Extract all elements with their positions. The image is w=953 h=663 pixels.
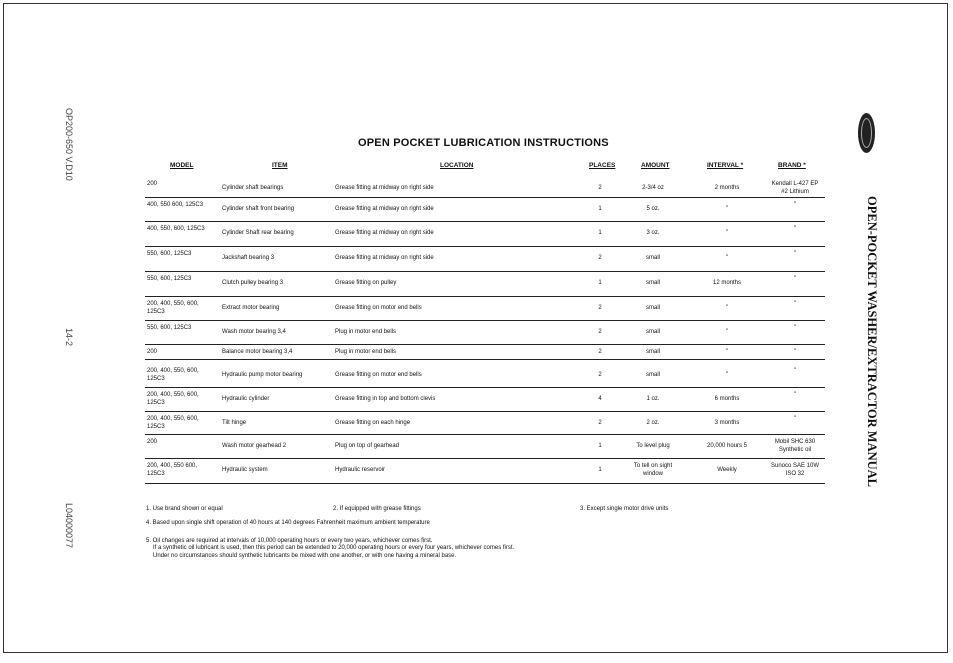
table-row [145,248,825,272]
table-row [145,346,825,360]
cell-item: Wash motor bearing 3,4 [222,329,286,335]
cell-places: 1 [598,230,602,236]
doc-code: OP200-650 V.D10 [64,108,74,181]
cell-brand: Sunoco SAE 10W ISO 32 [770,463,820,477]
cell-item: Extract motor bearing [222,305,280,311]
cell-places: 2 [598,329,602,335]
cell-brand: " [793,416,797,422]
table-row [145,413,825,435]
cell-location: Grease fitting on each hinge [335,420,411,426]
cell-item: Hydraulic system [222,467,268,473]
cell-location: Plug in motor end bells [335,349,397,355]
cell-location: Plug on top of gearhead [335,443,400,449]
table-row [145,273,825,297]
cell-item: Hydraulic pump motor bearing [222,372,303,378]
cell-brand: " [793,325,797,331]
cell-item: Cylinder Shaft rear bearing [222,230,294,236]
cell-location: Grease fitting at midway on right side [335,185,434,191]
cell-model: 200 [147,349,158,355]
cell-amount: small [645,305,660,311]
cell-amount: 2-3/4 oz [642,185,664,191]
cell-model: 550, 600, 125C3 [147,325,192,331]
table-row [145,460,825,484]
cell-interval: 20,000 hours 5 [706,443,748,449]
cell-places: 1 [598,443,602,449]
cell-brand: Kendall L-427 EP #2 Lithium [771,181,819,195]
header-places: PLACES [589,162,616,169]
cell-item: Balance motor bearing 3,4 [222,349,293,355]
table-row [145,436,825,459]
cell-location: Hydraulic reservoir [335,467,386,473]
cell-location: Grease fitting on motor end bells [335,305,422,311]
manual-title: OPEN-POCKET WASHER/EXTRACTOR MANUAL [865,196,879,488]
header-model: MODEL [170,162,194,169]
table-row [145,178,825,198]
cell-amount: small [645,255,660,261]
footnote-4: 4. Based upon single shift operation of 40 hours at 140 degrees Fahrenheit maximum ambient temperature [146,520,430,526]
table-row [145,365,825,388]
cell-model: 400, 550, 600, 125C3 [147,226,205,232]
cell-places: 2 [598,349,602,355]
cell-amount: small [645,280,660,286]
cell-places: 2 [598,305,602,311]
header-location: LOCATION [440,162,474,169]
page-number: 14-2 [64,328,74,347]
footnote-5-warning: Under no circumstances should synthetic lubricants be mixed with one another, or with one having a mineral base. [153,553,457,559]
cell-interval: " [725,329,729,335]
cell-places: 4 [598,396,602,402]
cell-model: 200 [147,439,158,445]
cell-model: 550, 600, 125C3 [147,251,192,257]
cell-location: Grease fitting at midway on right side [335,230,434,236]
cell-item: Clutch pulley bearing 3 [222,280,284,286]
cell-item: Jackshaft bearing 3 [222,255,275,261]
footnote-5: 5. Oil changes are required at intervals of 10,000 operating hours or every two years, whichever comes first. [146,538,433,544]
cell-location: Grease fitting at midway on right side [335,206,434,212]
header-brand: BRAND * [778,162,806,169]
cell-places: 2 [598,185,602,191]
cell-brand: " [793,251,797,257]
cell-interval: 6 months [714,396,740,402]
cell-amount: small [645,329,660,335]
page-title: OPEN POCKET LUBRICATION INSTRUCTIONS [358,137,609,149]
cell-model: 200, 400, 550, 600, 125C3 [147,416,199,430]
cell-places: 1 [598,206,602,212]
cell-model: 200 [147,181,158,187]
header-amount: AMOUNT [641,162,670,169]
cell-interval: " [725,349,729,355]
footnote-2: 2. If equipped with grease fittings [333,506,421,512]
footnote-3: 3. Except single motor drive units [580,506,669,512]
cell-interval: 2 months [714,185,740,191]
cell-interval: 3 months [714,420,740,426]
cell-places: 1 [598,280,602,286]
cell-brand: " [793,392,797,398]
cell-interval: " [725,230,729,236]
cell-brand: " [793,349,797,355]
cell-model: 550, 600, 125C3 [147,276,192,282]
cell-brand: " [793,202,797,208]
cell-places: 2 [598,420,602,426]
cell-brand: " [793,368,797,374]
doc-number: L04000077 [64,503,74,549]
cell-model: 200, 400, 550 600, 125C3 [147,463,198,477]
cell-interval: Weekly [717,467,737,473]
table-row [145,298,825,321]
cell-model: 200, 400, 550, 600, 125C3 [147,301,199,315]
cell-interval: " [725,372,729,378]
cell-brand: " [793,226,797,232]
cell-brand: " [793,301,797,307]
cell-interval: 12 months [712,280,742,286]
cell-amount: 3 oz. [646,230,660,236]
cell-places: 2 [598,372,602,378]
cell-model: 200, 400, 550, 600, 125C3 [147,392,199,406]
table-row [145,199,825,222]
brand-logo-icon [858,113,875,153]
cell-item: Cylinder shaft bearings [222,185,284,191]
cell-brand: " [793,276,797,282]
cell-amount: small [645,349,660,355]
cell-amount: 1 oz. [646,396,660,402]
cell-interval: " [725,305,729,311]
cell-amount: To level plug [636,443,670,449]
cell-brand: Mobil SHC 630 Synthetic oil [774,439,816,453]
cell-item: Tilt hinge [222,420,247,426]
cell-amount: 2 oz. [646,420,660,426]
cell-model: 400, 550 600, 125C3 [147,202,204,208]
cell-location: Grease fitting on pulley [335,280,397,286]
table-row [145,322,825,345]
cell-places: 1 [598,467,602,473]
cell-places: 2 [598,255,602,261]
footnote-5-synthetic: If a synthetic oil lubricant is used, then this period can be extended to 20,000 operating hours or every four years, whichever comes first. [153,545,515,551]
cell-item: Cylinder shaft front bearing [222,206,295,212]
table-row [145,389,825,412]
cell-location: Grease fitting on motor end bells [335,372,422,378]
footnote-1: 1. Use brand shown or equal [146,506,223,512]
cell-item: Wash motor gearhead 2 [222,443,287,449]
header-interval: INTERVAL * [707,162,744,169]
cell-interval: " [725,206,729,212]
cell-location: Grease fitting at midway on right side [335,255,434,261]
cell-location: Grease fitting in top and bottom clevis [335,396,436,402]
header-item: ITEM [272,162,288,169]
table-row [145,223,825,247]
cell-amount: 5 oz. [646,206,660,212]
cell-model: 200, 400, 550, 600, 125C3 [147,368,199,382]
cell-amount: small [645,372,660,378]
cell-item: Hydraulic cylinder [222,396,270,402]
cell-interval: " [725,255,729,261]
cell-amount: To tell on sight window [633,463,673,477]
cell-location: Plug in motor end bells [335,329,397,335]
